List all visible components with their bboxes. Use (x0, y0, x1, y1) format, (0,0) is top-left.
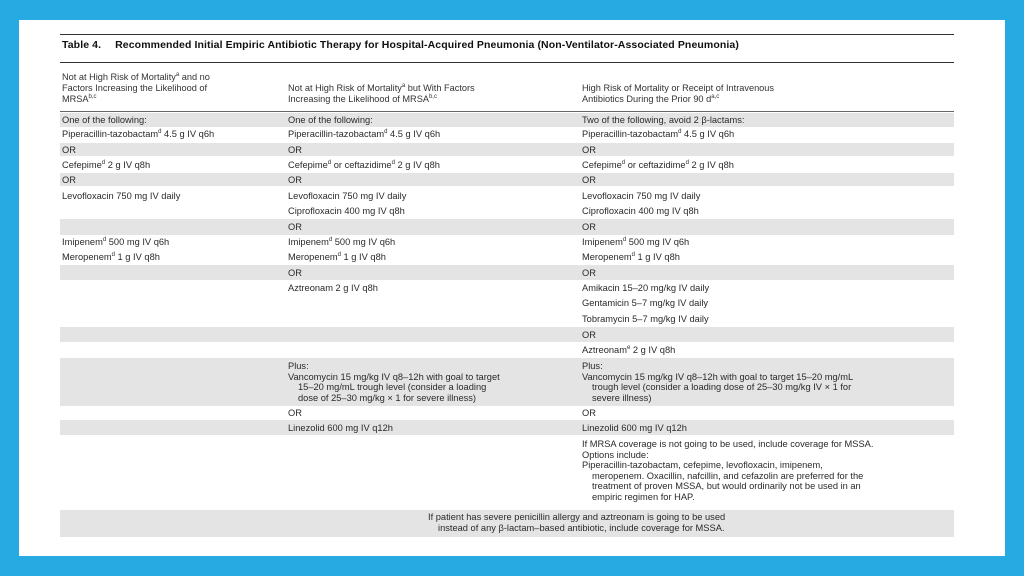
cell: Levofloxacin 750 mg IV daily (582, 191, 701, 201)
cell: One of the following: (62, 115, 147, 125)
cell: Gentamicin 5–7 mg/kg IV daily (582, 298, 709, 308)
row-bg (60, 219, 954, 235)
cell: OR (582, 268, 596, 278)
cell: Levofloxacin 750 mg IV daily (62, 191, 181, 201)
cell: Levofloxacin 750 mg IV daily (288, 191, 407, 201)
cell: OR (62, 175, 76, 185)
cell: OR (288, 222, 302, 232)
cell: Linezolid 600 mg IV q12h (582, 423, 687, 433)
header-rule (60, 62, 954, 63)
cell: Linezolid 600 mg IV q12h (288, 423, 393, 433)
cell: Imipenem$^d$ 500 mg IV q6h (582, 236, 690, 247)
row-bg (60, 143, 954, 156)
row-bg (60, 173, 954, 186)
cell: OR (582, 175, 596, 185)
table-title (62, 39, 739, 51)
cell: OR (582, 222, 596, 232)
cell: Ciprofloxacin 400 mg IV q8h (288, 206, 405, 216)
table-title-text: Recommended Initial Empiric Antibiotic Therapy for Hospital-Acquired Pneumonia (Non-Ventilator-Associated Pneumonia) (115, 39, 739, 51)
cell: Piperacillin-tazobactam$^d$ 4.5 g IV q6h (582, 128, 735, 139)
cell: OR (582, 145, 596, 155)
cell: Imipenem$^d$ 500 mg IV q6h (288, 236, 396, 247)
cell: OR (288, 175, 302, 185)
cell: Cefepime$^d$ or ceftazidime$^d$ 2 g IV q8h (288, 159, 440, 170)
mssa-note: If MRSA coverage is not going to be used, include coverage for MSSA. Options include: Piperacillin-tazobactam, cefepime, levofloxacin, imipenem, meropenem. Oxacillin, nafcillin, and cefazolin are preferred for the treatment of proven MSSA, but would ordinarily not be used in an empiric regimen for HAP. (582, 439, 874, 502)
row-bg (60, 420, 954, 435)
cell: Meropenem$^d$ 1 g IV q8h (582, 251, 680, 262)
cell: OR (582, 408, 596, 418)
cell: OR (288, 268, 302, 278)
cell: OR (62, 145, 76, 155)
cell: Cefepime$^d$ or ceftazidime$^d$ 2 g IV q8h (582, 159, 734, 170)
cell: Piperacillin-tazobactam$^d$ 4.5 g IV q6h (288, 128, 441, 139)
row-bg (60, 265, 954, 280)
cell: Amikacin 15–20 mg/kg IV daily (582, 283, 710, 293)
table-label: Table 4. (62, 39, 102, 51)
cell: Meropenem$^d$ 1 g IV q8h (288, 251, 386, 262)
cell: Cefepime$^d$ 2 g IV q8h (62, 159, 151, 170)
cell: Tobramycin 5–7 mg/kg IV daily (582, 314, 709, 324)
cell: Plus: Vancomycin 15 mg/kg IV q8–12h with goal to target 15–20 mg/mL trough level (consider a loading dose of 25–30 mg/kg IV × 1 for severe illness) (582, 361, 854, 403)
cell: Piperacillin-tazobactam$^d$ 4.5 g IV q6h (62, 128, 215, 139)
cell: Aztreonam$^e$ 2 g IV q8h (582, 344, 676, 355)
cell: Two of the following, avoid 2 β-lactams: (582, 115, 745, 125)
top-rule (60, 34, 954, 35)
cell: OR (288, 145, 302, 155)
header-col2: Not at High Risk of Mortality$^a$ but With Factors Increasing the Likelihood of MRSA$^{b,c}$ (288, 82, 475, 104)
header-col3: High Risk of Mortality or Receipt of Intravenous Antibiotics During the Prior 90 $d^{a,c}$ (582, 83, 774, 104)
row-bg (60, 327, 954, 342)
header-bottom-rule (60, 111, 954, 112)
cell: OR (582, 330, 596, 340)
cell: Meropenem$^d$ 1 g IV q8h (62, 251, 160, 262)
cell: Imipenem$^d$ 500 mg IV q6h (62, 236, 170, 247)
cell: Plus: Vancomycin 15 mg/kg IV q8–12h with goal to target 15–20 mg/mL trough level (consider a loading dose of 25–30 mg/kg × 1 for severe illness) (288, 361, 500, 403)
cell: Ciprofloxacin 400 mg IV q8h (582, 206, 699, 216)
row-bg (60, 113, 954, 127)
header-col1: Not at High Risk of Mortality$^a$ and no Factors Increasing the Likelihood of MRSA$^{b,c}$ (62, 71, 210, 104)
allergy-note: If patient has severe penicillin allergy and aztreonam is going to be used instead of any β-lactam–based antibiotic, include coverage for MSSA. (428, 512, 726, 533)
cell: OR (288, 408, 302, 418)
cell: Aztreonam 2 g IV q8h (288, 283, 378, 293)
cell: One of the following: (288, 115, 373, 125)
